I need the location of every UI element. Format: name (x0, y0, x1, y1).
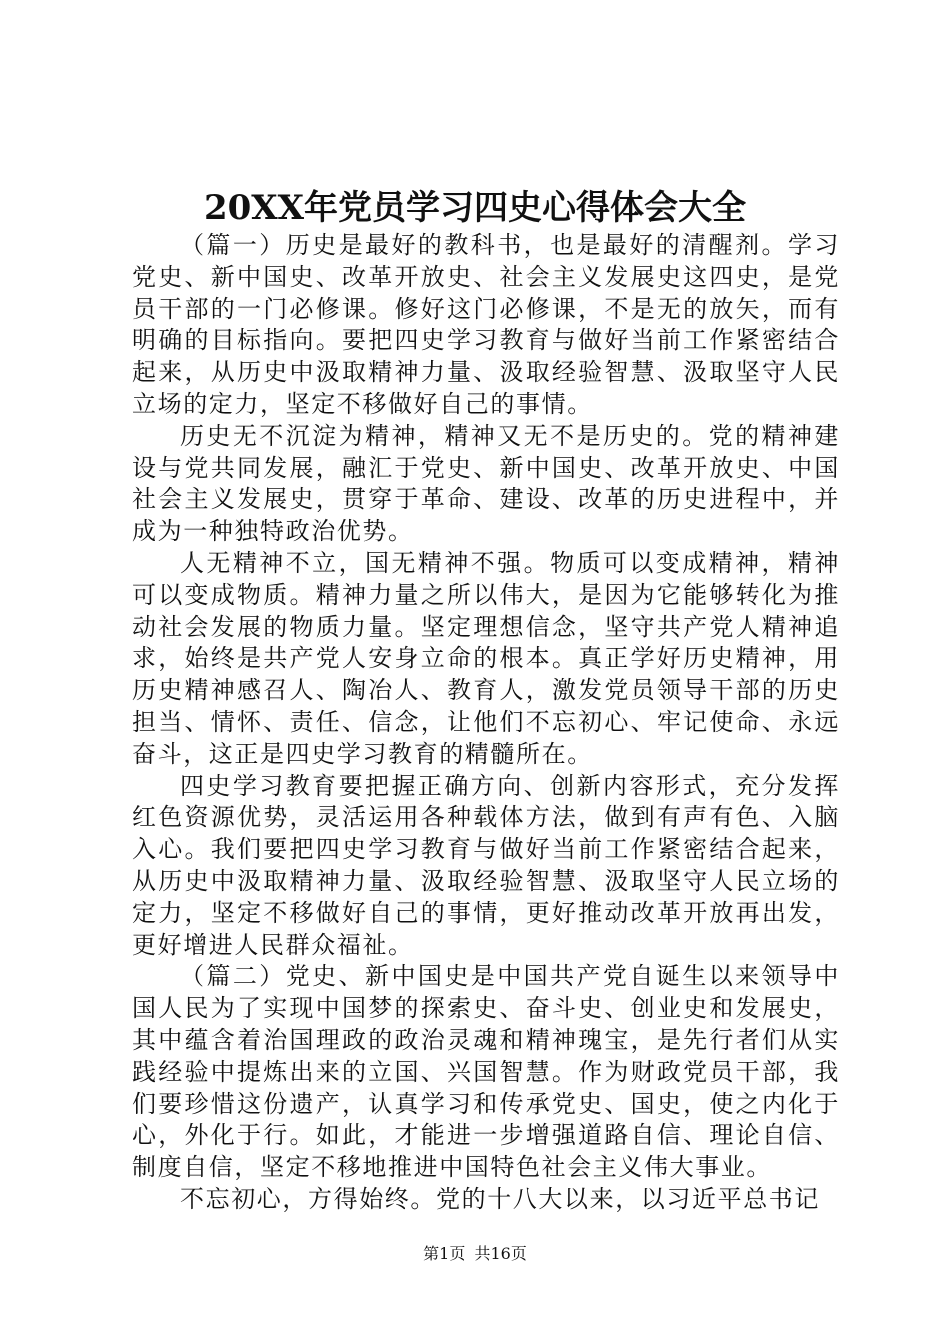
paragraph-5: （篇二）党史、新中国史是中国共产党自诞生以来领导中国人民为了实现中国梦的探索史、奋斗史、创业史和发展史，其中蕴含着治国理政的政治灵魂和精神瑰宝，是先行者们从实践经验中提炼出来的立国、兴国智慧。作为财政党员干部，我们要珍惜这份遗产，认真学习和传承党史、国史，使之内化于心，外化于行。如此，才能进一步增强道路自信、理论自信、制度自信，坚定不移地推进中国特色社会主义伟大事业。 (132, 962, 840, 1182)
page-total: 共16页 (474, 1244, 527, 1263)
paragraph-1: （篇一）历史是最好的教科书，也是最好的清醒剂。学习党史、新中国史、改革开放史、社会主义发展史这四史，是党员干部的一门必修课。修好这门必修课，不是无的放矢，而有明确的目标指向。要把四史学习教育与做好当前工作紧密结合起来，从历史中汲取精神力量、汲取经验智慧、汲取坚守人民立场的定力，坚定不移做好自己的事情。 (132, 231, 840, 418)
paragraph-6: 不忘初心，方得始终。党的十八大以来，以习近平总书记 (180, 1184, 820, 1213)
paragraph-2: 历史无不沉淀为精神，精神又无不是历史的。党的精神建设与党共同发展，融汇于党史、新中国史、改革开放史、中国社会主义发展史，贯穿于革命、建设、改革的历史进程中，并成为一种独特政治优势。 (132, 421, 840, 546)
document-title: 20XX年党员学习四史心得体会大全 (203, 188, 747, 228)
page-footer (0, 1242, 950, 1266)
page-number: 第1页 (423, 1244, 466, 1263)
paragraph-3: 人无精神不立，国无精神不强。物质可以变成精神，精神可以变成物质。精神力量之所以伟大，是因为它能够转化为推动社会发展的物质力量。坚定理想信念，坚守共产党人精神追求，始终是共产党人安身立命的根本。真正学好历史精神，用历史精神感召人、陶冶人、教育人，激发党员领导干部的历史担当、情怀、责任、信念，让他们不忘初心、牢记使命、永远奋斗，这正是四史学习教育的精髓所在。 (132, 548, 840, 768)
document-body (132, 230, 840, 1216)
paragraph-4: 四史学习教育要把握正确方向、创新内容形式，充分发挥红色资源优势，灵活运用各种载体方法，做到有声有色、入脑入心。我们要把四史学习教育与做好当前工作紧密结合起来，从历史中汲取精神力量、汲取经验智慧、汲取坚守人民立场的定力，坚定不移做好自己的事情，更好推动改革开放再出发，更好增进人民群众福祉。 (132, 771, 840, 959)
